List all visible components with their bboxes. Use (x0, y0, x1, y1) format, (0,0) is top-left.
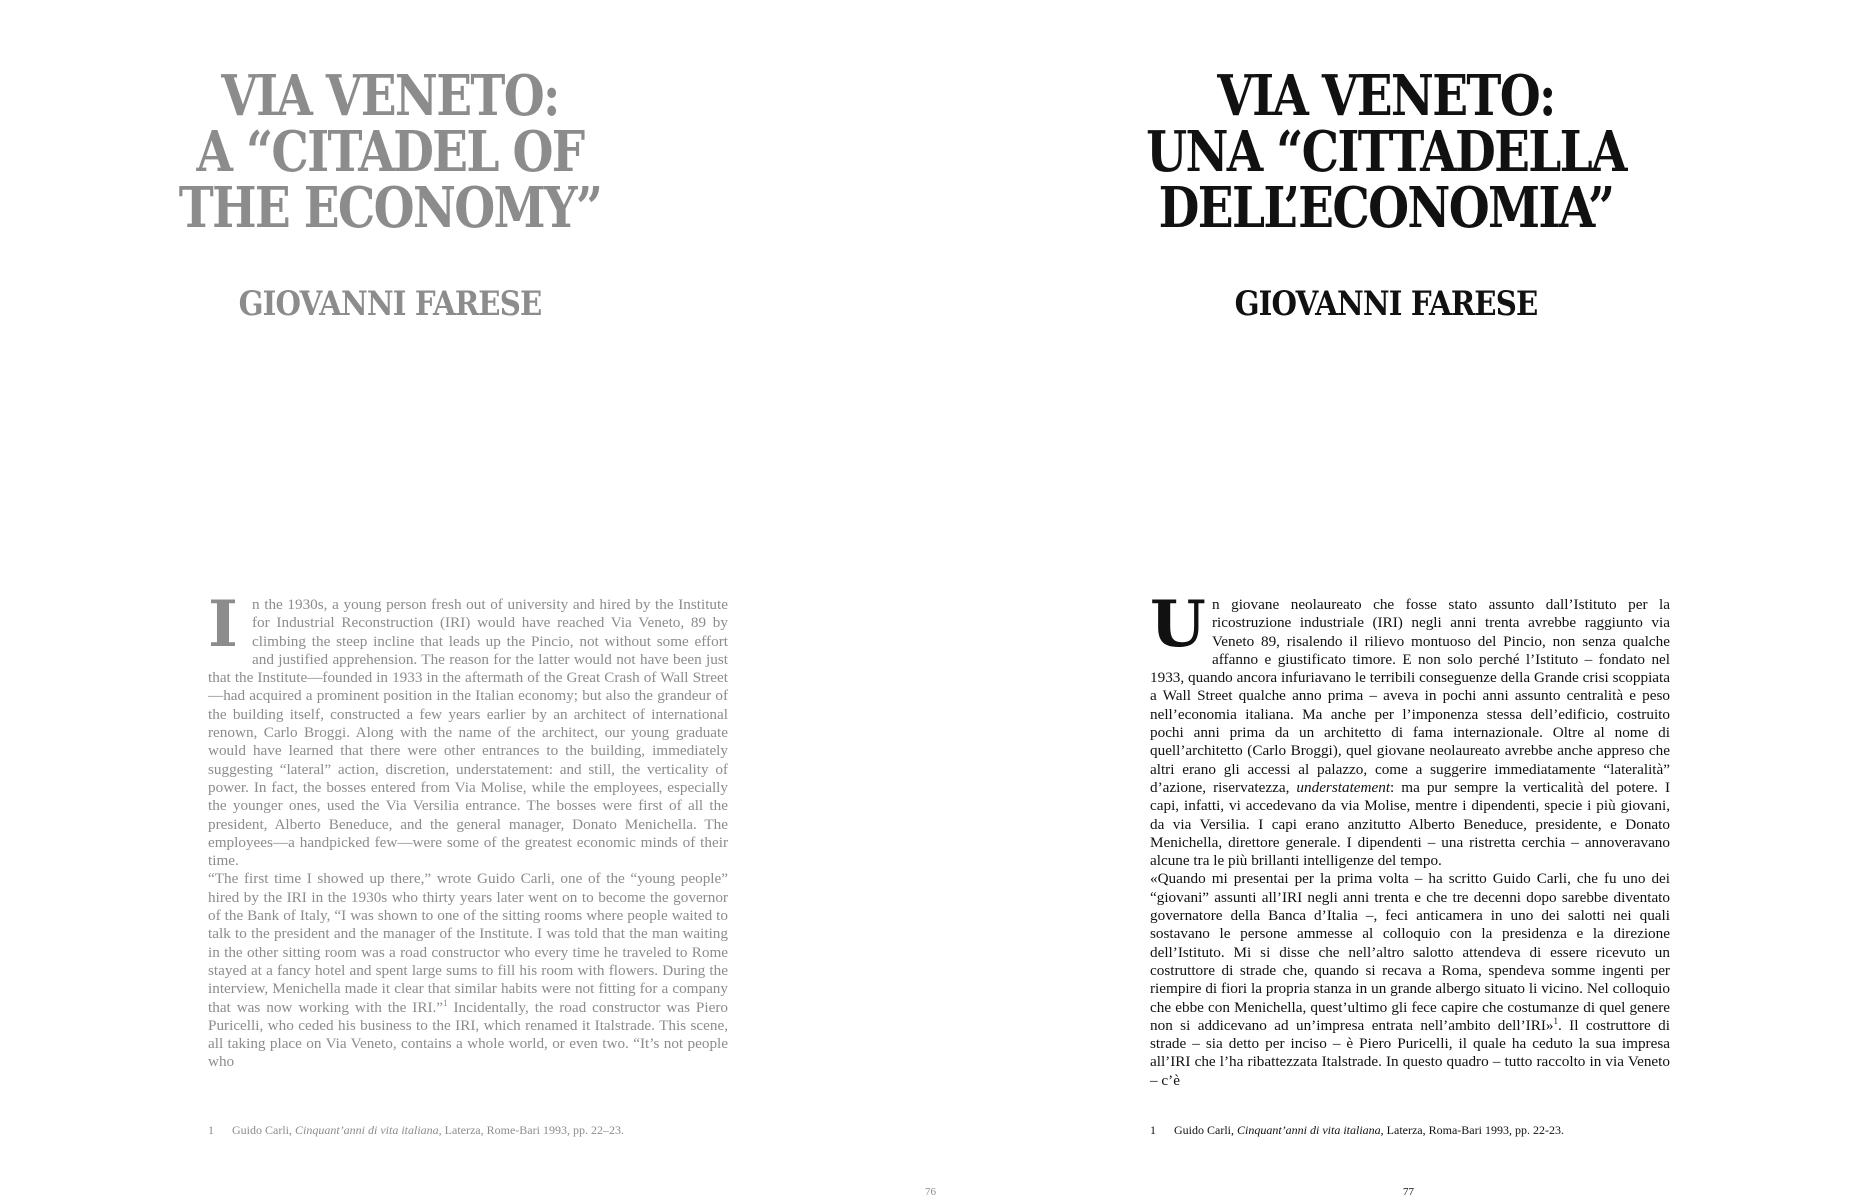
paragraph: «Quando mi presentai per la prima volta – ha scritto Guido Carli, che fu uno dei “giovani” assunti all’IRI negli anni trenta e che tre decenni dopo sarebbe diventato governatore della Banca d’Italia –, feci anticamera in uno dei salotti nei quali sostavano le persone ammesse al colloquio con la presidenza e la direzione dell’Istituto. Mi si disse che nell’altro salotto attendeva di essere ricevuto un costruttore di strade che, quando si recava a Roma, spendeva somme ingenti per riempire di fiori la propria stanza in un grande albergo situato li vicino. Nel colloquio che ebbe con Menichella, quest’ultimo gli fece capire che costumanze di quel genere non si addicevano ad un’impresa entrata nell’ambito dell’IRI»$^1$. Il costruttore di strade – sia detto per inciso – è Piero Puricelli, il quale ha ceduto la sua impresa all’IRI che l’ha ribattezzata Italstrade. In questo quadro – tutto raccolto in via Veneto – c’è (1150, 870, 1671, 1089)
footnote-ref: 1 (443, 997, 448, 1008)
title-line: THE ECONOMY” (178, 175, 602, 241)
author-name: GIOVANNI FARESE (238, 284, 542, 324)
footnote: 1 Guido Carli, Cinquant’anni di vita italiana, Laterza, Rome-Bari 1993, pp. 22–23. (208, 1123, 624, 1137)
body-text (1150, 587, 1671, 1090)
paragraph: n giovane neolaureato che fosse stato assunto dall’Istituto per la ricostruzione industriale (IRI) negli anni trenta avrebbe raggiunto via Veneto 89, risalendo il rilievo montuoso del Pincio, non senza qualche affanno e giustificato timore. E non solo perché l’Istituto – fondato nel 1933, quando ancora infuriavano le terribili conseguenze della Grande crisi scoppiata a Wall Street qualche anno prima – aveva in pochi anni assunto centralità e peso nell’economia italiana. Ma anche per l’imponenza stessa dell’edificio, costruito pochi anni prima da un architetto di fama internazionale. Oltre al nome di quell’architetto (Carlo Broggi), quel giovane neolaureato avrebbe anche appreso che altri erano gli accessi al palazzo, come a suggerire immediatamente “lateralità” d’azione, riservatezza, understatement: ma pur sempre la verticalità del potere. I capi, infatti, vi accedevano da via Molise, mentre i dipendenti, specie i più giovani, da via Versilia. I capi erano anzitutto Alberto Beneduce, presidente, e Donato Menichella, direttore generale. I dipendenti – una ristretta cerchia – annoveravano alcune tra le più brillanti intelligenze del tempo. (1150, 596, 1671, 870)
title-line: DELL’ECONOMIA” (1158, 175, 1614, 241)
title-line: UNA “CITTADELLA (1146, 119, 1626, 185)
page-number: 77 (1403, 1186, 1414, 1198)
body-text (208, 587, 728, 1072)
footnote-number: 1 (1150, 1123, 1156, 1137)
title-line: VIA VENETO: (221, 63, 559, 129)
paragraph: “The first time I showed up there,” wrote Guido Carli, one of the “young people” hired by the IRI in the 1930s who thirty years later went on to become the governor of the Bank of Italy, “I was shown to one of the sitting rooms where people waited to talk to the president and the manager of the Institute. I was told that the man waiting in the other sitting room was a road constructor who every time he traveled to Rome stayed at a fancy hotel and spent large sums to fill his room with flowers. During the interview, Menichella made it clear that similar habits were not fitting for a company that was now working with the IRI.”$^1$ Incidentally, the road constructor was Piero Puricelli, who ceded his business to the IRI, which renamed it Italstrade. This scene, all taking place on Via Veneto, contains a whole world, or even two. “It’s not people who (208, 870, 728, 1071)
drop-cap: U (1150, 587, 1206, 662)
page-number: 76 (925, 1186, 936, 1198)
right-page (932, 0, 1864, 1202)
author-name: GIOVANNI FARESE (1234, 284, 1538, 324)
drop-cap: I (208, 587, 238, 662)
footnote-ref: 1 (1553, 1015, 1558, 1026)
footnote-number: 1 (208, 1123, 214, 1137)
title-line: A “CITADEL OF (196, 119, 584, 185)
footnote: 1 Guido Carli, Cinquant’anni di vita italiana, Laterza, Roma-Bari 1993, pp. 22-23. (1150, 1123, 1564, 1137)
title-line: VIA VENETO: (1217, 63, 1555, 129)
chapter-title (995, 63, 1778, 241)
paragraph: n the 1930s, a young person fresh out of university and hired by the Institute for Industrial Reconstruction (IRI) would have reached Via Veneto, 89 by climbing the steep incline that leads up the Pincio, not without some effort and justified apprehension. The reason for the latter would not have been just that the Institute—founded in 1933 in the aftermath of the Great Crash of Wall Street—had acquired a prominent position in the Italian economy; but also the grandeur of the building itself, constructed a few years earlier by an architect of international renown, Carlo Broggi. Along with the name of the architect, our young graduate would have learned that there were other entrances to the building, immediately suggesting “lateral” action, discretion, understatement: and still, the verticality of power. In fact, the bosses entered from Via Molise, while the employees, especially the younger ones, used the Via Versilia entrance. The bosses were first of all the president, Alberto Beneduce, and the general manager, Donato Menichella. The employees—a handpicked few—were some of the greatest economic minds of their time. (208, 596, 728, 870)
chapter-title (0, 63, 781, 241)
